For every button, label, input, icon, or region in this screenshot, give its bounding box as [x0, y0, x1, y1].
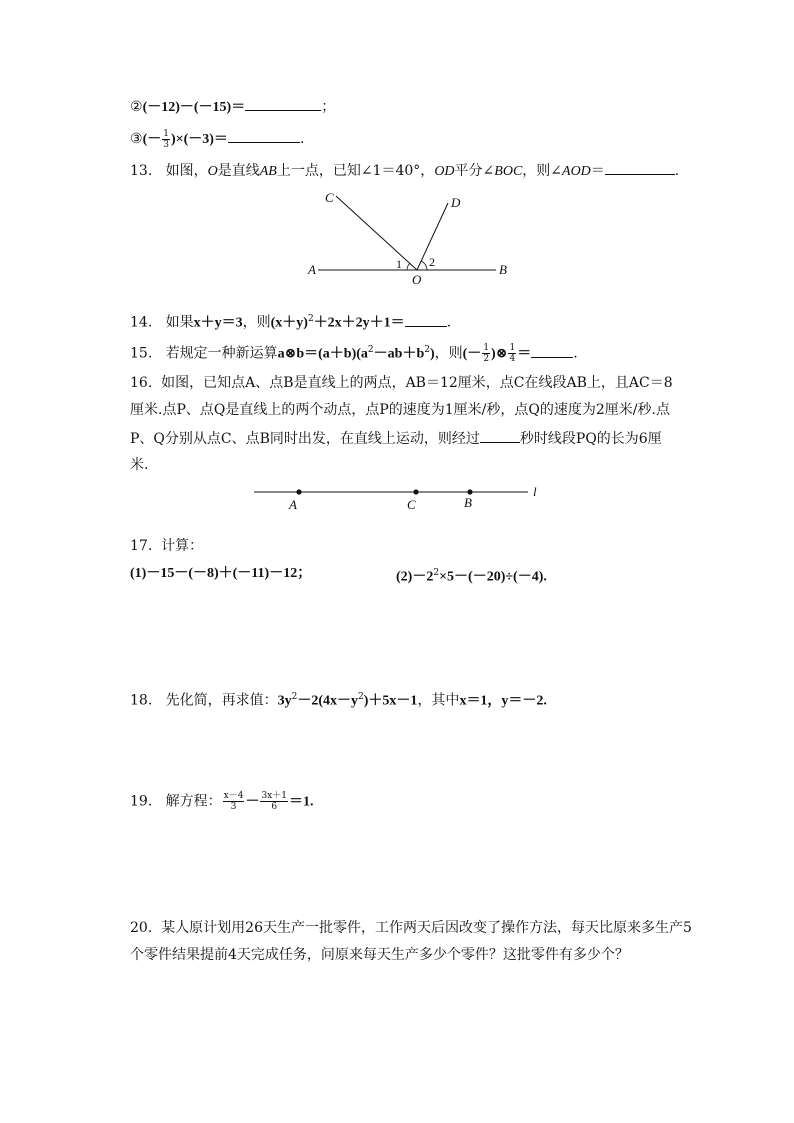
angle-2-label: 2 — [429, 255, 435, 269]
punctuation: . — [573, 345, 578, 362]
q17-part2-expr: (2)－2 — [396, 569, 434, 585]
punctuation: . — [674, 163, 680, 179]
q13-text: 如图， — [165, 163, 208, 179]
punctuation: ； — [321, 99, 336, 115]
question-17 — [130, 536, 203, 556]
question-16-line-4 — [130, 455, 148, 475]
q18-expr: )＋5x－1 — [363, 693, 418, 709]
point-C-label: C — [325, 190, 334, 205]
q18-expr: －2(4x－y — [297, 693, 359, 709]
q12-part2-expr: (－12)－(－15)＝ — [142, 100, 246, 115]
q18-expr: x＝1，y＝－2. — [459, 693, 547, 709]
question-number: 17. — [130, 538, 153, 554]
angle-label: BOC — [494, 164, 523, 179]
exponent: 2 — [307, 314, 314, 324]
line-label: OD — [434, 164, 455, 179]
fraction-denominator: 2 — [483, 354, 490, 365]
exponent: 2 — [433, 568, 440, 578]
q18-expr: 3y — [277, 693, 292, 709]
question-number: 16. — [130, 375, 153, 391]
question-16-line-1 — [130, 373, 673, 393]
fraction-numerator: 3x＋1 — [261, 791, 287, 801]
minus-sign: － — [245, 794, 260, 810]
angle-1-arc — [407, 263, 410, 270]
point-B-label: B — [499, 262, 507, 277]
q16-text: 如图，已知点A、点B是直线上的两点，AB＝12厘米，点C在线段AB上，且AC＝8 — [161, 375, 673, 391]
q15-text: ，则 — [434, 345, 463, 362]
exponent: 2 — [358, 692, 364, 702]
answer-blank[interactable] — [228, 128, 300, 143]
point-C — [413, 489, 418, 494]
answer-blank[interactable] — [245, 96, 321, 111]
angle-1-label: 1 — [396, 257, 402, 271]
question-13 — [130, 160, 679, 182]
q17-title: 计算： — [161, 538, 204, 554]
q12-part3-expr-b: )×(－3)＝ — [170, 132, 228, 147]
q13-text: 是直线 — [217, 163, 260, 179]
fraction-denominator: 3 — [230, 802, 237, 812]
punctuation: . — [299, 131, 305, 147]
question-14 — [130, 309, 451, 334]
q13-text: ＝ — [590, 163, 605, 179]
question-19 — [130, 791, 313, 813]
q16-text: 秒时线段PQ的长为6厘 — [519, 431, 662, 447]
question-number: 15. — [130, 345, 153, 362]
q16-text: 米. — [130, 457, 149, 473]
q15-expr: ) — [429, 346, 435, 362]
punctuation: . — [446, 314, 452, 331]
point-B-label: B — [464, 495, 472, 510]
q15-expr: －ab＋b — [373, 346, 425, 362]
q16-text: P、Q分别从点C、点B同时出发，在直线上运动，则经过 — [130, 431, 480, 447]
point-A-label: A — [308, 262, 316, 277]
exponent: 2 — [367, 345, 374, 355]
q15-expr: a⊗b＝(a＋b)(a — [277, 346, 368, 362]
point-label: O — [207, 164, 218, 179]
q15-text: 若规定一种新运算 — [165, 345, 278, 362]
fraction — [482, 343, 490, 364]
q12-part3 — [130, 128, 304, 150]
fraction-denominator: 6 — [271, 802, 278, 812]
answer-blank[interactable] — [480, 428, 520, 443]
question-20-line-2 — [130, 945, 629, 965]
q13-angle-figure — [300, 188, 520, 288]
exponent: 2 — [424, 345, 430, 355]
q14-expr: x＋y＝3 — [193, 315, 243, 331]
q20-text: 个零件结果提前4天完成任务，问原来每天生产多少个零件？这批零件有多少个？ — [130, 947, 629, 963]
ray-OC — [336, 196, 417, 270]
question-number: 14. — [130, 314, 153, 331]
question-number: 20. — [130, 920, 153, 936]
q12-part2 — [130, 96, 335, 118]
q16-number-line-figure — [250, 480, 550, 516]
fraction — [508, 343, 516, 364]
q17-part2-expr: ×5－(－20)÷(－4). — [439, 569, 547, 585]
q17-part-2 — [396, 563, 547, 588]
point-O-label: O — [412, 272, 422, 287]
question-number: 13. — [130, 163, 153, 179]
q17-part-1 — [130, 563, 311, 584]
question-15 — [130, 340, 578, 365]
point-C-label: C — [407, 497, 416, 512]
q12-part2-label: ② — [130, 99, 143, 115]
q13-text: ，则∠ — [522, 163, 563, 179]
fraction — [162, 129, 170, 150]
q13-text: 上一点，已知∠1＝40°， — [276, 163, 435, 179]
fraction — [260, 791, 288, 812]
q14-expr: ＋2x＋2y＋1＝ — [313, 315, 405, 331]
exponent: 2 — [291, 692, 298, 702]
fraction-numerator: 1 — [509, 343, 516, 354]
q15-expr: ＝ — [517, 346, 532, 362]
point-A — [296, 489, 301, 494]
q20-text: 某人原计划用26天生产一批零件，工作两天后因改变了操作方法，每天比原来多生产5 — [161, 920, 692, 936]
q19-expr: ＝1. — [288, 794, 314, 810]
q18-text: 先化简，再求值： — [165, 692, 278, 709]
line-l-label: l — [533, 484, 537, 499]
question-number: 19. — [130, 793, 153, 810]
answer-blank[interactable] — [605, 160, 675, 175]
fraction-denominator: 3 — [163, 139, 169, 150]
point-B — [467, 489, 472, 494]
fraction-numerator: x－4 — [223, 791, 244, 801]
question-16-line-2 — [130, 400, 670, 420]
question-16-line-3 — [130, 428, 662, 449]
angle-label: AOD — [562, 164, 591, 179]
q16-text: 厘米.点P、点Q是直线上的两个动点，点P的速度为1厘米/秒，点Q的速度为2厘米/秒.点 — [130, 402, 670, 418]
answer-blank[interactable] — [405, 312, 447, 327]
q14-text: 如果 — [165, 314, 194, 331]
point-A-label: A — [289, 497, 297, 512]
angle-2-arc — [421, 261, 427, 270]
fraction-numerator: 1 — [483, 343, 490, 354]
q14-text: ，则 — [242, 314, 271, 331]
fraction-denominator: 4 — [509, 354, 516, 365]
q12-part3-expr-a: (－ — [142, 132, 162, 147]
question-18 — [130, 687, 547, 712]
fraction — [223, 791, 245, 812]
answer-blank[interactable] — [531, 343, 573, 358]
question-number: 18. — [130, 692, 153, 709]
q17-part1-expr: (1)－15－(－8)＋(－11)－12； — [130, 566, 312, 581]
q19-text: 解方程： — [165, 793, 222, 810]
q15-expr: (－ — [462, 346, 482, 362]
q12-part3-label: ③ — [130, 131, 143, 147]
q15-expr: )⊗ — [491, 346, 508, 362]
line-label: AB — [259, 164, 277, 179]
question-20-line-1 — [130, 918, 692, 938]
q14-expr: (x＋y) — [270, 315, 308, 331]
q18-text: ，其中 — [417, 692, 460, 709]
point-D-label: D — [451, 195, 461, 210]
q13-text: 平分∠ — [454, 163, 495, 179]
fraction-numerator: 1 — [163, 128, 169, 139]
